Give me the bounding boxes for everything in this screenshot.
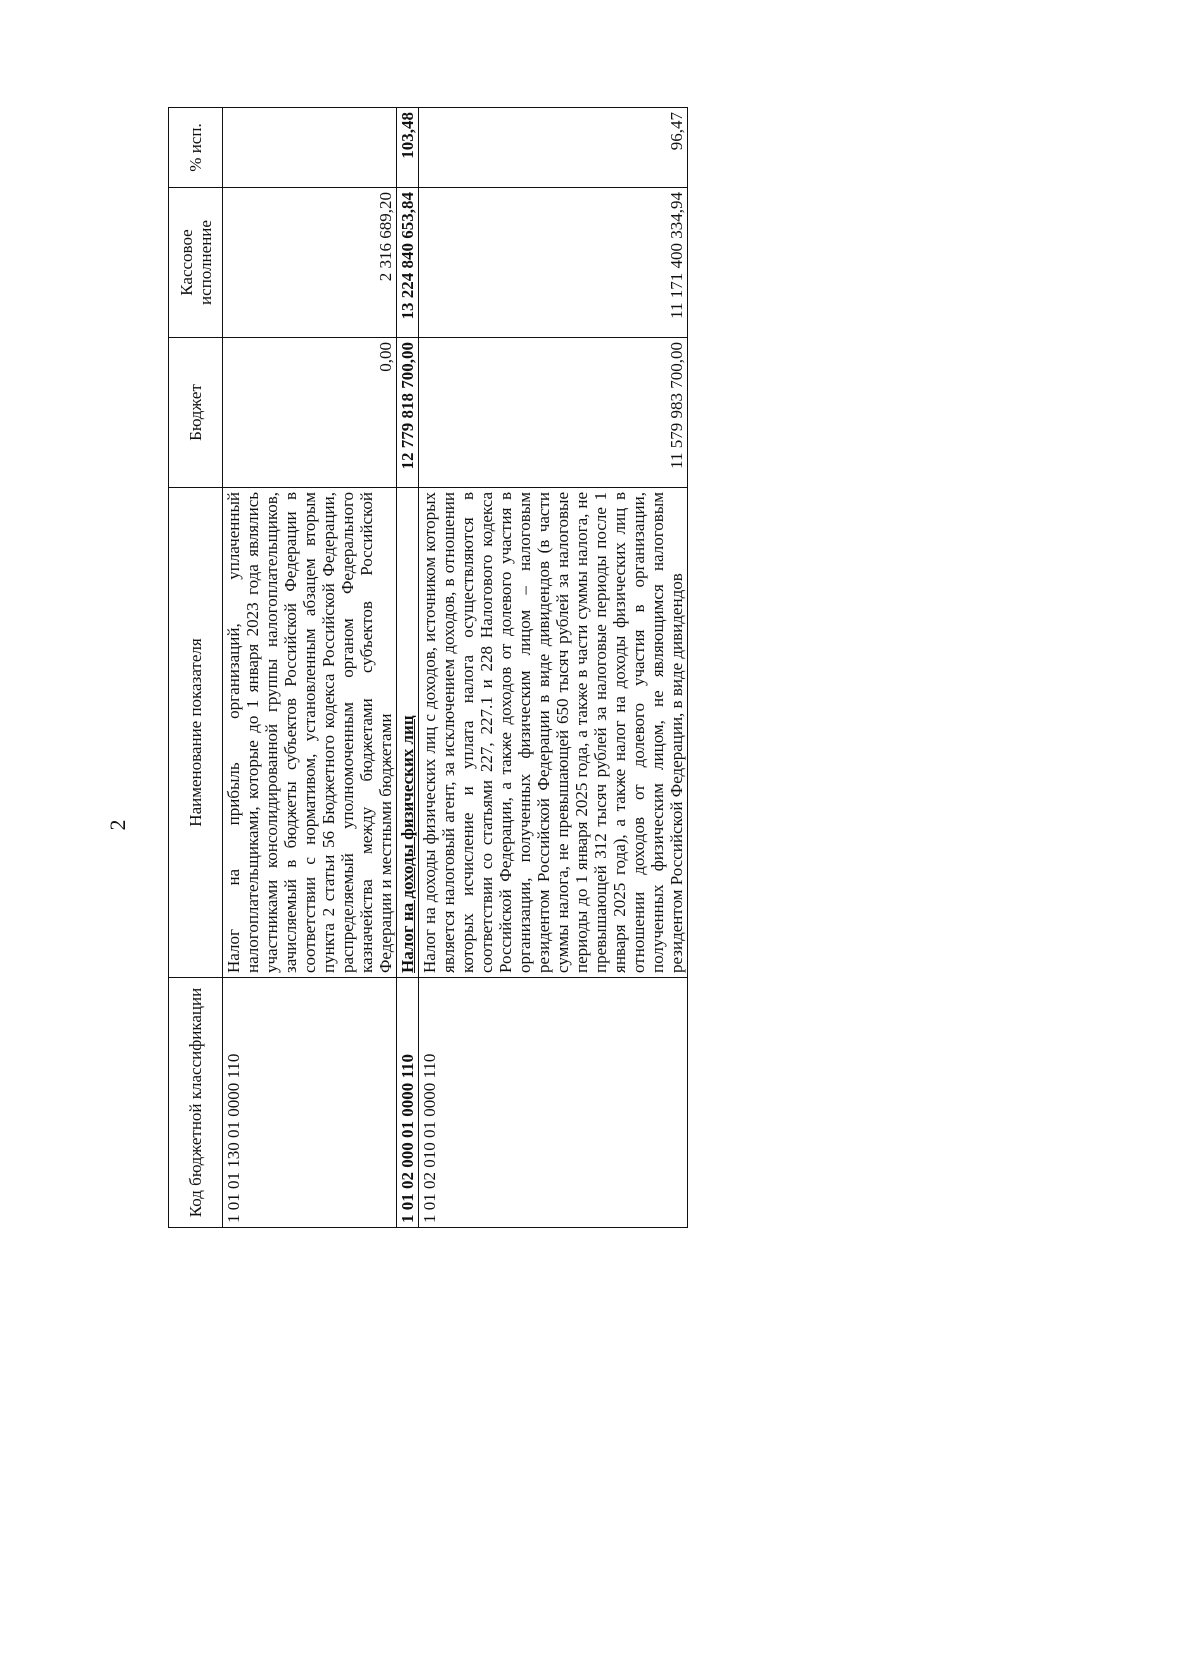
budget-execution-table: [168, 107, 688, 1228]
row-cash: 13 224 840 653,84: [397, 188, 419, 338]
row-budget: 12 779 818 700,00: [397, 338, 419, 488]
header-cash: Кассовое исполнение: [169, 188, 223, 338]
budget-table-container: [168, 108, 686, 1228]
table-row-total: [397, 108, 419, 1228]
row-code: 1 01 01 130 01 0000 110: [223, 978, 397, 1228]
header-code: Код бюджетной классификации: [169, 978, 223, 1228]
header-budget: Бюджет: [169, 338, 223, 488]
row-name-text: Налог на доходы физических лиц: [398, 715, 417, 973]
row-budget: 0,00: [223, 338, 397, 488]
row-pct: [223, 108, 397, 188]
row-name: Налог на доходы физических лиц с доходов, источником которых является налоговый агент, за исключением доходов, в отношении которых исчисление и уплата налога осуществляются в соответствии со статьями 227, 227.1 и 228 Налогового кодекса Российской Федерации, а также доходов от долевого участия в организации, полученных физическим лицом – налоговым резидентом Российской Федерации в виде дивидендов (в части суммы налога, не превышающей 650 тысяч рублей за налоговые периоды до 1 января 2025 года, а также в части суммы налога, не превышающей 312 тысяч рублей за налоговые периоды после 1 января 2025 года), а также налог на доходы физических лиц в отношении доходов от долевого участия в организации, полученных физическим лицом, не являющимся налоговым резидентом Российской Федерации, в виде дивидендов: [419, 488, 688, 978]
row-cash: 2 316 689,20: [223, 188, 397, 338]
row-cash: 11 171 400 334,94: [419, 188, 688, 338]
row-name: Налог на прибыль организаций, уплаченный налогоплательщиками, которые до 1 января 2023 года являлись участниками консолидированной группы налогоплательщиков, зачисляемый в бюджеты субъектов Российской Федерации в соответствии с нормативом, установленным абзацем вторым пункта 2 статьи 56 Бюджетного кодекса Российской Федерации, распределяемый уполномоченным органом Федерального казначейства между бюджетами субъектов Российской Федерации и местными бюджетами: [223, 488, 397, 978]
rotated-table-frame: [168, 108, 686, 1228]
page-number: 2: [105, 819, 130, 831]
header-pct: % исп.: [169, 108, 223, 188]
row-pct: 96,47: [419, 108, 688, 188]
table-row: [223, 108, 397, 1228]
table-header-row: [169, 108, 223, 1228]
row-budget: 11 579 983 700,00: [419, 338, 688, 488]
row-code: 1 01 02 010 01 0000 110: [419, 978, 688, 1228]
row-pct: 103,48: [397, 108, 419, 188]
row-code: 1 01 02 000 01 0000 110: [397, 978, 419, 1228]
table-row: [419, 108, 688, 1228]
row-name: [397, 488, 419, 978]
header-name: Наименование показателя: [169, 488, 223, 978]
